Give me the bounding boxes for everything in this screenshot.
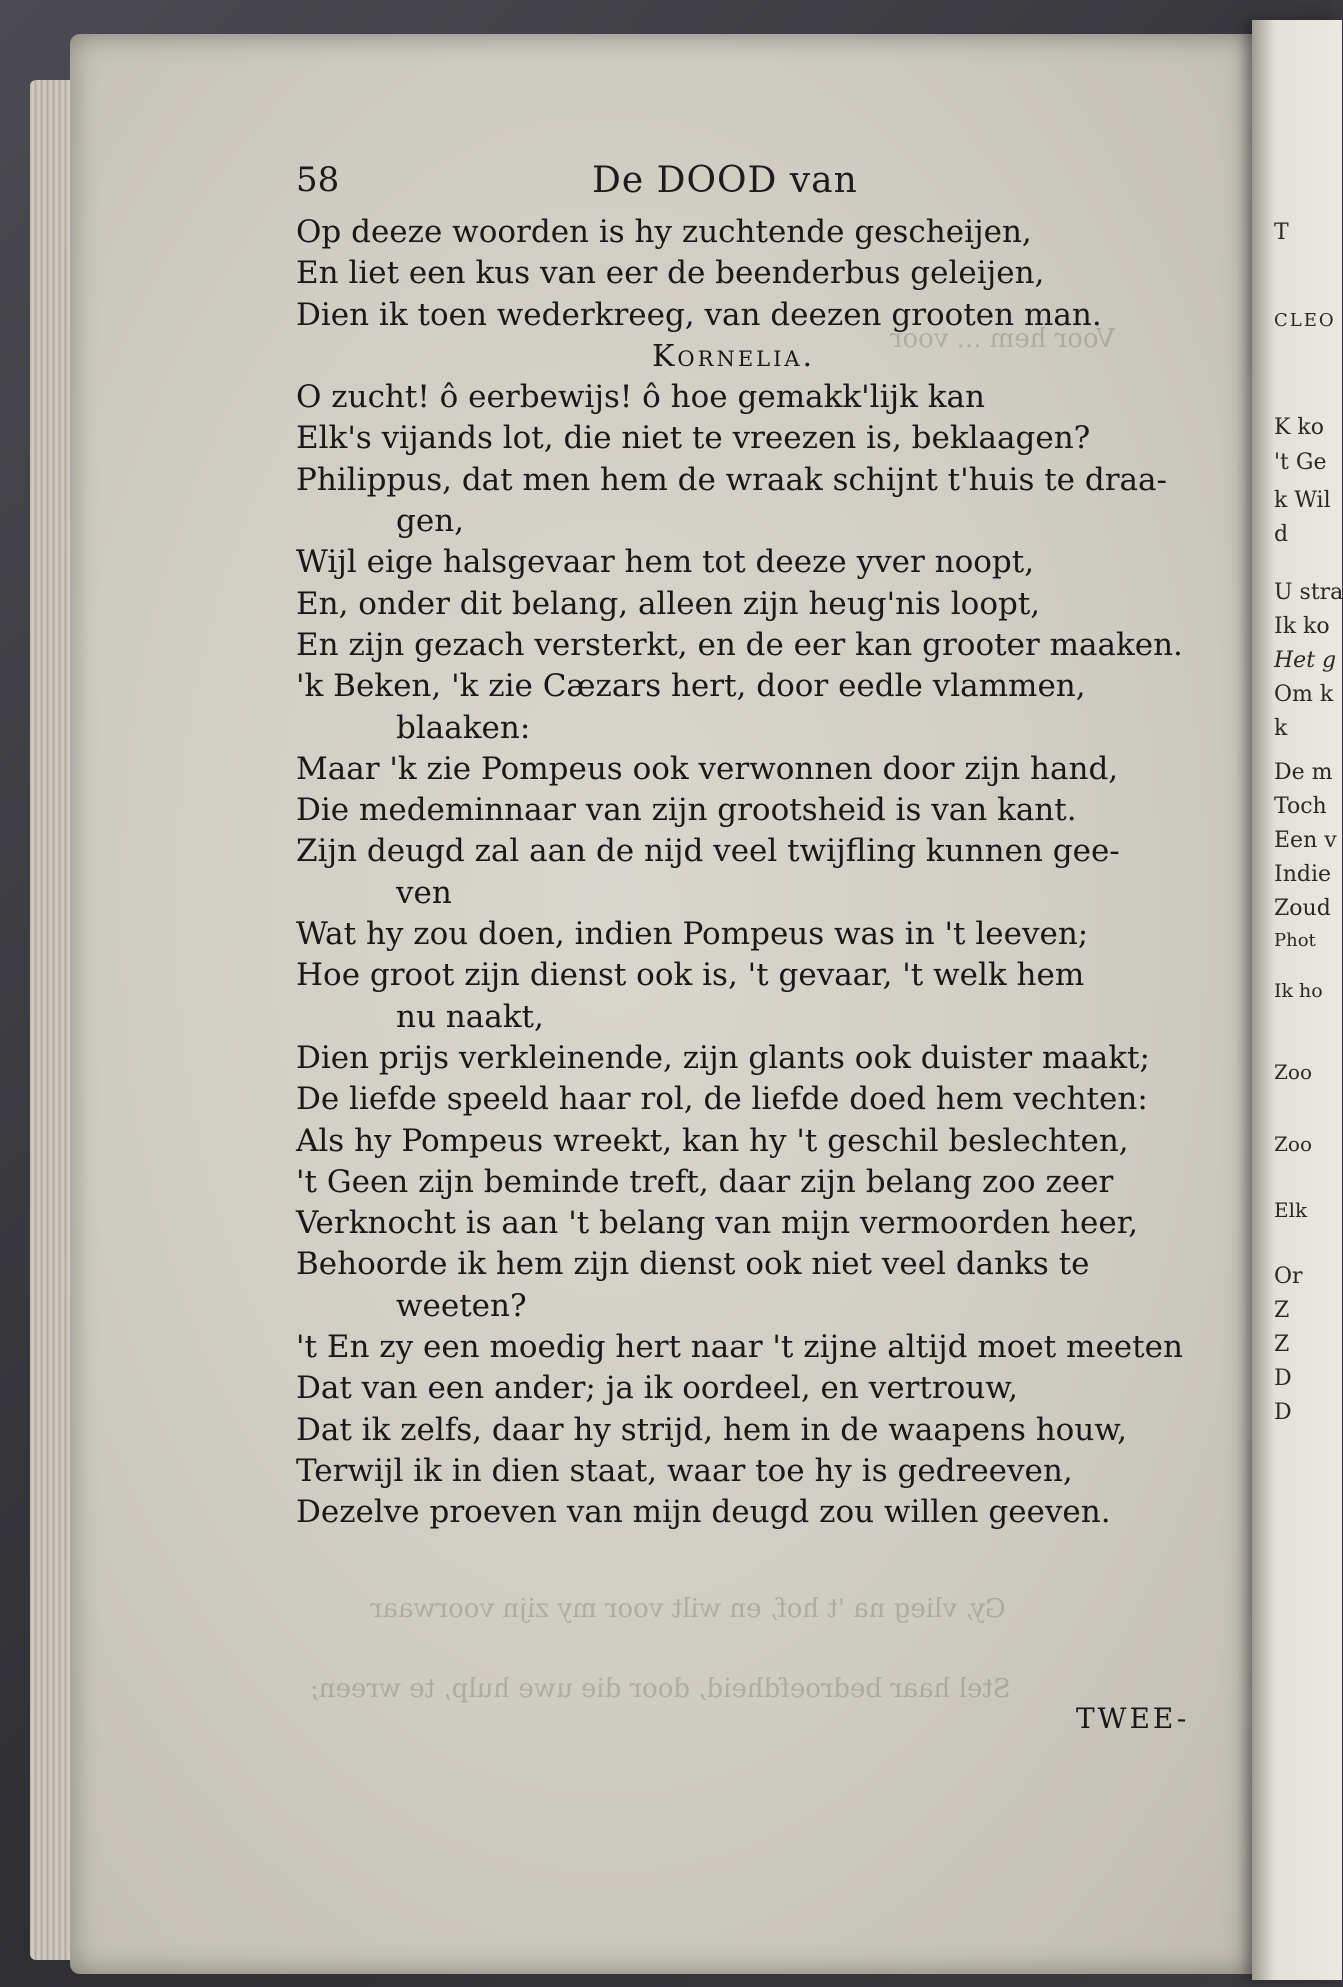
verse-line: 't En zy een moedig hert naar 't zijne altijd moet meeten (296, 1329, 1183, 1366)
facing-fragment: D (1274, 1400, 1292, 1425)
verse-line: Wijl eige halsgevaar hem tot deeze yver noopt, (296, 544, 1035, 581)
show-through: Voor hem ... voor (890, 324, 1115, 354)
facing-fragment: T (1274, 220, 1289, 245)
verse-line: En, onder dit belang, alleen zijn heug'nis loopt, (296, 585, 1041, 622)
verse-line: Wat hy zou doen, indien Pompeus was in 't leeven; (296, 916, 1089, 953)
facing-page (1252, 20, 1342, 1980)
facing-fragment: Om k (1274, 682, 1334, 707)
verse-line-continuation: nu naakt, (396, 998, 544, 1035)
verse-line-continuation: ven (396, 874, 452, 911)
verse-line: Philippus, dat men hem de wraak schijnt t'huis te draa- (296, 461, 1167, 498)
facing-fragment: Z (1274, 1332, 1290, 1357)
verse-line: 't Geen zijn beminde treft, daar zijn belang zoo zeer (296, 1163, 1114, 1200)
page-number: 58 (296, 160, 340, 200)
facing-fragment: Zoud (1274, 896, 1331, 921)
verse-line: 'k Beken, 'k zie Cæzars hert, door eedle vlammen, (296, 668, 1086, 705)
facing-fragment: Het g (1274, 648, 1337, 673)
facing-fragment: d (1274, 522, 1289, 547)
facing-fragment: k (1274, 716, 1288, 741)
catchword: TWEE- (1076, 1702, 1190, 1735)
verse-text (296, 212, 1236, 1534)
verse-line: Dien prijs verkleinende, zijn glants ook duister maakt; (296, 1039, 1150, 1076)
verse-line: En liet een kus van eer de beenderbus geleijen, (296, 255, 1045, 292)
verse-line: O zucht! ô eerbewijs! ô hoe gemakk'lijk kan (296, 379, 985, 416)
verse-line: Hoe groot zijn dienst ook is, 't gevaar, 't welk hem (296, 957, 1085, 994)
facing-fragment: De m (1274, 760, 1333, 785)
verse-line: Op deeze woorden is hy zuchtende gescheijen, (296, 214, 1032, 250)
facing-fragment: Elk (1274, 1198, 1308, 1222)
verse-line: De liefde speeld haar rol, de liefde doed hem vechten: (296, 1081, 1148, 1118)
facing-fragment: 't Ge (1274, 450, 1327, 475)
facing-fragment: D (1274, 1366, 1292, 1391)
speaker-name: Kornelia. (652, 338, 816, 374)
verse-line: Als hy Pompeus wreekt, kan hy 't geschil beslechten, (296, 1122, 1129, 1159)
verse-line: Verknocht is aan 't belang van mijn vermoorden heer, (296, 1205, 1139, 1242)
facing-fragment: k Wil (1274, 488, 1331, 513)
facing-fragment: Phot (1274, 930, 1316, 951)
facing-fragment: Zoo (1274, 1060, 1312, 1084)
facing-fragment: Ik ho (1274, 980, 1323, 1002)
verse-line: Dien ik toen wederkreeg, van deezen grooten man. (296, 296, 1102, 333)
verse-line-continuation: gen, (396, 503, 465, 540)
facing-fragment: Een v (1274, 828, 1337, 853)
verse-line: Maar 'k zie Pompeus ook verwonnen door zijn hand, (296, 750, 1119, 787)
verse-line: Behoorde ik hem zijn dienst ook niet veel danks te (296, 1246, 1090, 1283)
verse-line-continuation: weeten? (396, 1287, 527, 1324)
verse-line: Elk's vijands lot, die niet te vreezen is, beklaagen? (296, 420, 1091, 457)
verse-line-continuation: blaaken: (396, 709, 531, 746)
verse-line: Terwijl ik in dien staat, waar toe hy is gedreeven, (296, 1452, 1073, 1489)
show-through: Stel haar bedroefdheid, door die uwe hulp, te wreen; (310, 1674, 1011, 1704)
verse-line: Dat ik zelfs, daar hy strijd, hem in de waapens houw, (296, 1411, 1128, 1448)
page-header (296, 160, 956, 210)
verse-line: Dezelve proeven van mijn deugd zou willen geeven. (296, 1494, 1111, 1531)
verse-line: En zijn gezach versterkt, en de eer kan grooter maaken. (296, 626, 1183, 663)
verse-line: Dat van een ander; ja ik oordeel, en vertrouw, (296, 1370, 1018, 1407)
facing-fragment: Zoo (1274, 1132, 1312, 1156)
facing-fragment: Z (1274, 1298, 1290, 1323)
facing-fragment: Indie (1274, 862, 1331, 887)
verse-line: Die medeminnaar van zijn grootsheid is van kant. (296, 792, 1077, 829)
running-title: De DOOD van (592, 160, 858, 201)
facing-fragment: Ik ko (1274, 614, 1330, 639)
facing-fragment: Toch (1274, 794, 1327, 819)
facing-fragment: K ko (1274, 415, 1325, 440)
verse-line: Zijn deugd zal aan de nijd veel twijfling kunnen gee- (296, 833, 1120, 870)
facing-fragment: U stra (1274, 580, 1343, 605)
facing-fragment: CLEO (1274, 310, 1336, 331)
show-through: Gy, vlieg na 't hof, en wilt voor my zijn voorwaar (370, 1594, 1006, 1624)
facing-fragment: Or (1274, 1264, 1303, 1289)
